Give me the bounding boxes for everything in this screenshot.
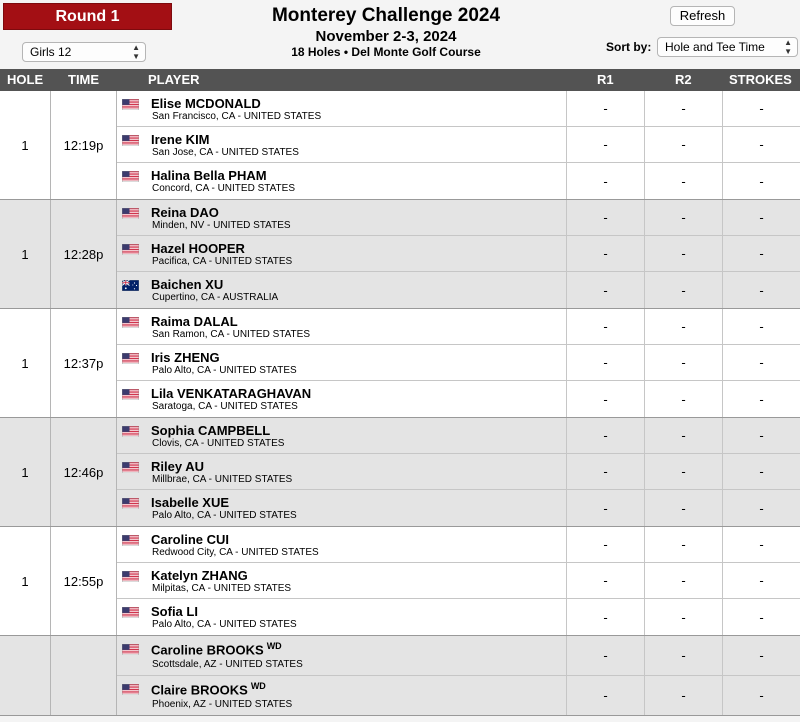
player-location: San Francisco, CA - UNITED STATES (152, 111, 322, 122)
player-location: San Jose, CA - UNITED STATES (152, 147, 299, 158)
player-row[interactable] (117, 345, 800, 381)
score-strokes: - (722, 490, 800, 526)
score-r1: - (566, 272, 644, 308)
score-r2: - (644, 563, 722, 598)
score-r1: - (566, 381, 644, 417)
player-name-text: Iris ZHENG (151, 350, 220, 365)
score-r2: - (644, 236, 722, 271)
player-name[interactable] (151, 386, 311, 401)
player-name-text: Claire BROOKS (151, 682, 248, 698)
player-location: Scottsdale, AZ - UNITED STATES (152, 659, 303, 670)
group-hole (0, 636, 51, 715)
us-flag-icon (122, 569, 139, 580)
player-row[interactable] (117, 418, 800, 454)
score-r2: - (644, 599, 722, 635)
round-tab[interactable]: Round 1 (3, 3, 172, 30)
player-row[interactable] (117, 309, 800, 345)
col-strokes: STROKES (729, 72, 792, 87)
player-name[interactable] (151, 423, 270, 438)
group-tee-time: 12:55p (51, 527, 117, 635)
score-strokes: - (722, 418, 800, 453)
sort-select[interactable] (657, 37, 798, 57)
score-strokes: - (722, 636, 800, 675)
score-r2: - (644, 636, 722, 675)
us-flag-icon (122, 351, 139, 362)
score-r2: - (644, 200, 722, 235)
score-strokes: - (722, 200, 800, 235)
player-name-text: Caroline CUI (151, 532, 230, 547)
tee-time-group (0, 91, 800, 200)
us-flag-icon (122, 315, 139, 326)
player-location: San Ramon, CA - UNITED STATES (152, 329, 311, 340)
player-location: Palo Alto, CA - UNITED STATES (152, 365, 297, 376)
group-tee-time: 12:37p (51, 309, 117, 417)
player-row[interactable] (117, 91, 800, 127)
group-hole: 1 (0, 91, 51, 199)
player-name-text: Sofia LI (151, 604, 198, 619)
score-r2: - (644, 454, 722, 489)
tee-time-group (0, 527, 800, 636)
player-name[interactable] (151, 532, 229, 547)
score-strokes: - (722, 563, 800, 598)
player-name-text: Riley AU (151, 459, 204, 474)
us-flag-icon (122, 424, 139, 435)
refresh-button[interactable]: Refresh (670, 6, 735, 26)
au-flag-icon (122, 278, 139, 289)
group-hole: 1 (0, 527, 51, 635)
score-r1: - (566, 418, 644, 453)
us-flag-icon (122, 605, 139, 616)
score-r2: - (644, 272, 722, 308)
tournament-dates: November 2-3, 2024 (315, 28, 457, 45)
col-time: TIME (68, 72, 100, 87)
player-location: Minden, NV - UNITED STATES (152, 220, 291, 231)
score-r2: - (644, 527, 722, 562)
player-location: Milpitas, CA - UNITED STATES (152, 583, 292, 594)
sort-select-value: Hole and Tee Time (665, 40, 765, 54)
player-name-text: Halina Bella PHAM (151, 168, 267, 183)
score-strokes: - (722, 127, 800, 162)
player-row[interactable] (117, 236, 800, 272)
us-flag-icon (122, 496, 139, 507)
player-name-text: Isabelle XUE (151, 495, 230, 510)
player-location: Millbrae, CA - UNITED STATES (152, 474, 293, 485)
score-r1: - (566, 163, 644, 199)
us-flag-icon (122, 387, 139, 398)
player-name-text: Katelyn ZHANG (151, 568, 248, 583)
score-r2: - (644, 676, 722, 715)
us-flag-icon (122, 133, 139, 144)
player-location: Clovis, CA - UNITED STATES (152, 438, 285, 449)
table-header (0, 69, 800, 91)
division-select-value: Girls 12 (30, 45, 72, 59)
score-r1: - (566, 527, 644, 562)
player-row[interactable] (117, 127, 800, 163)
score-r2: - (644, 381, 722, 417)
score-strokes: - (722, 381, 800, 417)
player-name[interactable] (151, 314, 238, 329)
us-flag-icon (122, 169, 139, 180)
us-flag-icon (122, 97, 139, 108)
group-tee-time: 12:46p (51, 418, 117, 526)
tee-time-group (0, 418, 800, 527)
player-name[interactable] (151, 681, 266, 697)
us-flag-icon (122, 206, 139, 217)
player-name[interactable] (151, 168, 267, 183)
player-name[interactable] (151, 641, 282, 657)
player-name-text: Lila VENKATARAGHAVAN (151, 386, 312, 401)
player-row[interactable] (117, 636, 800, 676)
player-name[interactable] (151, 350, 220, 365)
player-name-text: Sophia CAMPBELL (151, 423, 271, 438)
score-strokes: - (722, 676, 800, 715)
score-r2: - (644, 127, 722, 162)
score-strokes: - (722, 236, 800, 271)
player-row[interactable] (117, 163, 800, 199)
player-row[interactable] (117, 563, 800, 599)
player-name-text: Caroline BROOKS (151, 642, 264, 658)
player-name[interactable] (151, 459, 204, 474)
score-r2: - (644, 309, 722, 344)
score-r2: - (644, 345, 722, 380)
score-r1: - (566, 636, 644, 675)
tee-time-group (0, 200, 800, 309)
score-strokes: - (722, 599, 800, 635)
player-location: Phoenix, AZ - UNITED STATES (152, 699, 293, 710)
us-flag-icon (122, 460, 139, 471)
player-name-text: Reina DAO (151, 205, 219, 220)
score-r1: - (566, 91, 644, 126)
col-player: PLAYER (148, 72, 200, 87)
score-r1: - (566, 599, 644, 635)
player-name[interactable] (151, 241, 245, 256)
division-select[interactable] (22, 42, 146, 62)
tournament-title: Monterey Challenge 2024 (271, 5, 501, 26)
us-flag-icon (122, 682, 139, 693)
player-location: Palo Alto, CA - UNITED STATES (152, 510, 297, 521)
col-r1: R1 (597, 72, 614, 87)
player-location: Redwood City, CA - UNITED STATES (152, 547, 319, 558)
player-location: Saratoga, CA - UNITED STATES (152, 401, 298, 412)
score-r2: - (644, 91, 722, 126)
player-row[interactable] (117, 599, 800, 635)
score-strokes: - (722, 527, 800, 562)
sort-label: Sort by: (606, 40, 652, 54)
score-strokes: - (722, 309, 800, 344)
tee-times-table (0, 91, 800, 716)
player-location: Cupertino, CA - AUSTRALIA (152, 292, 279, 303)
player-name[interactable] (151, 495, 229, 510)
player-location: Pacifica, CA - UNITED STATES (152, 256, 293, 267)
tee-time-group (0, 636, 800, 716)
score-strokes: - (722, 163, 800, 199)
player-name-text: Elise MCDONALD (151, 96, 261, 111)
score-strokes: - (722, 345, 800, 380)
player-name-text: Baichen XU (151, 277, 224, 292)
score-r1: - (566, 345, 644, 380)
tournament-details: 18 Holes • Del Monte Golf Course (291, 45, 481, 59)
score-r1: - (566, 490, 644, 526)
player-name-text: Hazel HOOPER (151, 241, 245, 256)
group-hole: 1 (0, 418, 51, 526)
player-row[interactable] (117, 676, 800, 715)
player-name-text: Raima DALAL (151, 314, 238, 329)
player-row[interactable] (117, 490, 800, 526)
score-strokes: - (722, 91, 800, 126)
group-tee-time: 12:19p (51, 91, 117, 199)
score-r1: - (566, 200, 644, 235)
score-r2: - (644, 163, 722, 199)
player-location: Concord, CA - UNITED STATES (152, 183, 295, 194)
withdrawn-badge: WD (266, 641, 282, 651)
player-row[interactable] (117, 200, 800, 236)
score-r2: - (644, 490, 722, 526)
player-name[interactable] (151, 96, 261, 111)
score-r1: - (566, 454, 644, 489)
score-strokes: - (722, 454, 800, 489)
select-arrows-icon: ▲ ▼ (132, 43, 140, 61)
player-location: Palo Alto, CA - UNITED STATES (152, 619, 297, 630)
col-r2: R2 (675, 72, 692, 87)
us-flag-icon (122, 533, 139, 544)
score-r1: - (566, 127, 644, 162)
group-tee-time: 12:28p (51, 200, 117, 308)
score-r1: - (566, 676, 644, 715)
group-hole: 1 (0, 309, 51, 417)
score-r1: - (566, 563, 644, 598)
select-arrows-icon: ▲ ▼ (784, 38, 792, 56)
player-row[interactable] (117, 272, 800, 308)
withdrawn-badge: WD (250, 681, 266, 691)
player-name[interactable] (151, 568, 248, 583)
score-r1: - (566, 236, 644, 271)
player-name-text: Irene KIM (151, 132, 210, 147)
player-name[interactable] (151, 132, 210, 147)
score-strokes: - (722, 272, 800, 308)
player-row[interactable] (117, 527, 800, 563)
player-name[interactable] (151, 205, 219, 220)
player-name[interactable] (151, 604, 198, 619)
group-hole: 1 (0, 200, 51, 308)
group-tee-time (51, 636, 117, 715)
us-flag-icon (122, 242, 139, 253)
col-hole: HOLE (7, 72, 44, 87)
player-row[interactable] (117, 381, 800, 417)
tee-time-group (0, 309, 800, 418)
player-row[interactable] (117, 454, 800, 490)
player-name[interactable] (151, 277, 223, 292)
score-r1: - (566, 309, 644, 344)
us-flag-icon (122, 642, 139, 653)
score-r2: - (644, 418, 722, 453)
